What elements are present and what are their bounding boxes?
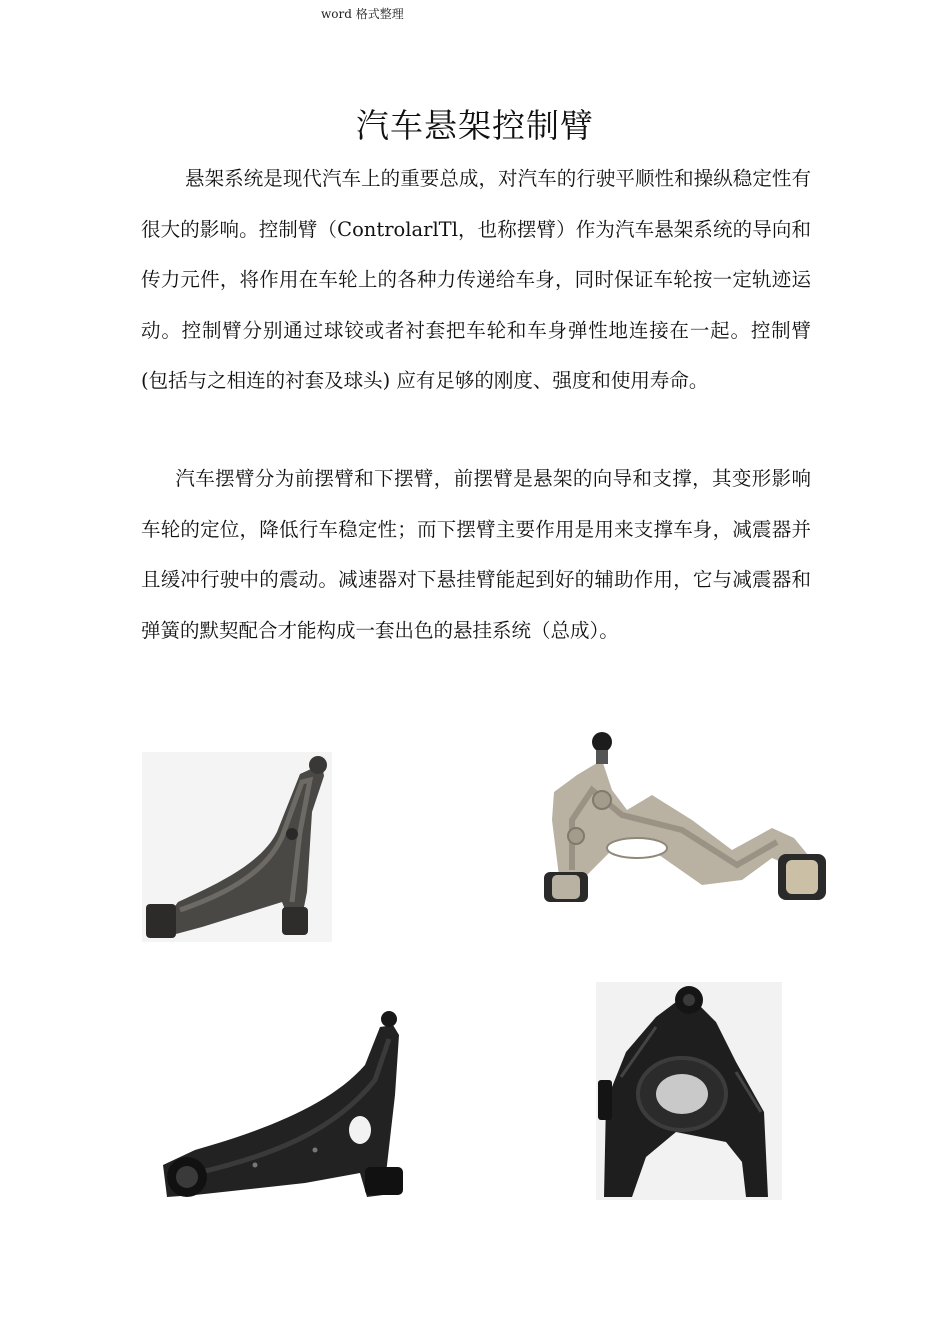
- body-paragraph-2: [141, 454, 811, 656]
- control-arm-image-2: [532, 720, 832, 935]
- paragraph-2-text: 汽车摆臂分为前摆臂和下摆臂，前摆臂是悬架的向导和支撑，其变形影响车轮的定位，降低行车稳定性；而下摆臂主要作用是用来支撑车身，减震器并且缓冲行驶中的震动。减速器对下悬挂臂能起到好的辅助作用，它与减震器和弹簧的默契配合才能构成一套出色的悬挂系统（总成）。: [141, 467, 811, 642]
- paragraph-1-text: 悬架系统是现代汽车上的重要总成，对汽车的行驶平顺性和操纵稳定性有很大的影响。控制臂（ControlarlTl，也称摆臂）作为汽车悬架系统的导向和传力元件，将作用在车轮上的各种力传递给车身，同时保证车轮按一定轨迹运动。控制臂分别通过球铰或者衬套把车轮和车身弹性地连接在一起。控制臂 (包括与之相连的衬套及球头) 应有足够的刚度、强度和使用寿命。: [141, 167, 811, 393]
- control-arm-image-4: [596, 982, 782, 1200]
- control-arm-image-1: [142, 752, 332, 942]
- header-note: word 格式整理: [321, 7, 404, 21]
- document-title: 汽车悬架控制臂: [356, 106, 594, 145]
- control-arm-image-3: [155, 1005, 415, 1210]
- body-paragraph-1: [141, 154, 811, 407]
